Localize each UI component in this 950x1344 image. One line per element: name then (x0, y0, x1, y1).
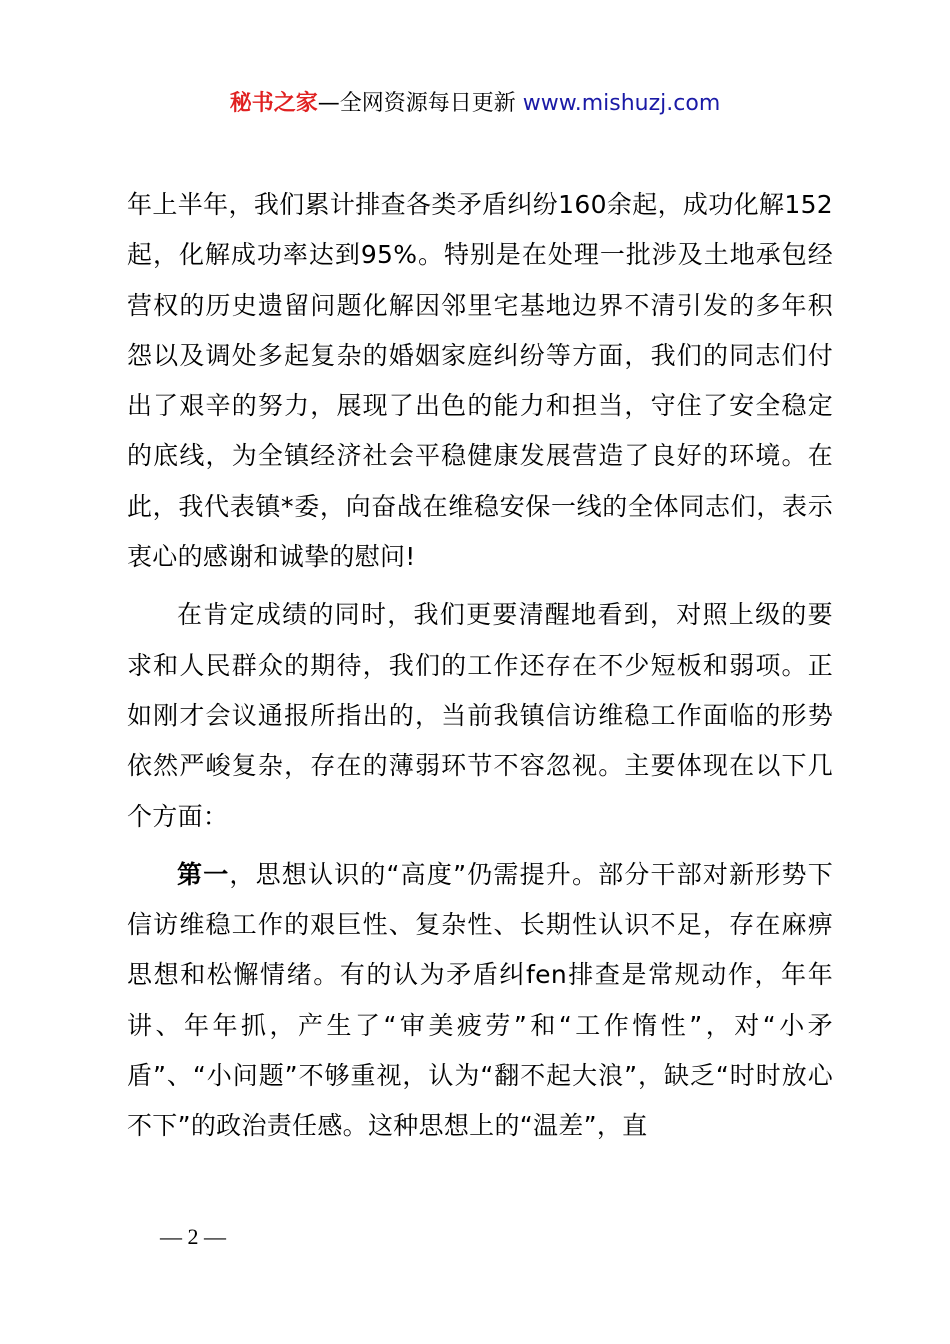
paragraph-2: 在肯定成绩的同时，我们更要清醒地看到，对照上级的要求和人民群众的期待，我们的工作还存在不少短板和弱项。正如刚才会议通报所指出的，当前我镇信访维稳工作面临的形势依然严峻复杂，存在的薄弱环节不容忽视。主要体现在以下几个方面： (127, 600, 833, 831)
paragraph-3-body: ，思想认识的“高度”仍需提升。部分干部对新形势下信访维稳工作的艰巨性、复杂性、长期性认识不足，存在麻痹思想和松懈情绪。有的认为矛盾纠fen排查是常规动作，年年讲、年年抓，产生了“审美疲劳”和“工作惰性”，对“小矛盾”、“小问题”不够重视，认为“翻不起大浪”，缺乏“时时放心不下”的政治责任感。这种思想上的“温差”，直 (127, 859, 833, 1141)
paragraph-3 (127, 850, 833, 1152)
document-header (0, 88, 950, 120)
site-url-link[interactable]: www.mishuzj.com (522, 91, 721, 116)
page-number: — 2 — (160, 1224, 226, 1249)
header-tagline: —全网资源每日更新 (317, 91, 523, 116)
brand-name: 秘书之家 (229, 91, 318, 116)
paragraph-3-lead: 第一 (177, 859, 230, 889)
document-body (127, 180, 833, 1152)
paragraph-1: 年上半年，我们累计排查各类矛盾纠纷160余起，成功化解152起，化解成功率达到95%。特别是在处理一批涉及土地承包经营权的历史遗留问题化解因邻里宅基地边界不清引发的多年积怨以及调处多起复杂的婚姻家庭纠纷等方面，我们的同志们付出了艰辛的努力，展现了出色的能力和担当，守住了安全稳定的底线，为全镇经济社会平稳健康发展营造了良好的环境。在此，我代表镇*委，向奋战在维稳安保一线的全体同志们，表示衷心的感谢和诚挚的慰问! (127, 190, 833, 572)
